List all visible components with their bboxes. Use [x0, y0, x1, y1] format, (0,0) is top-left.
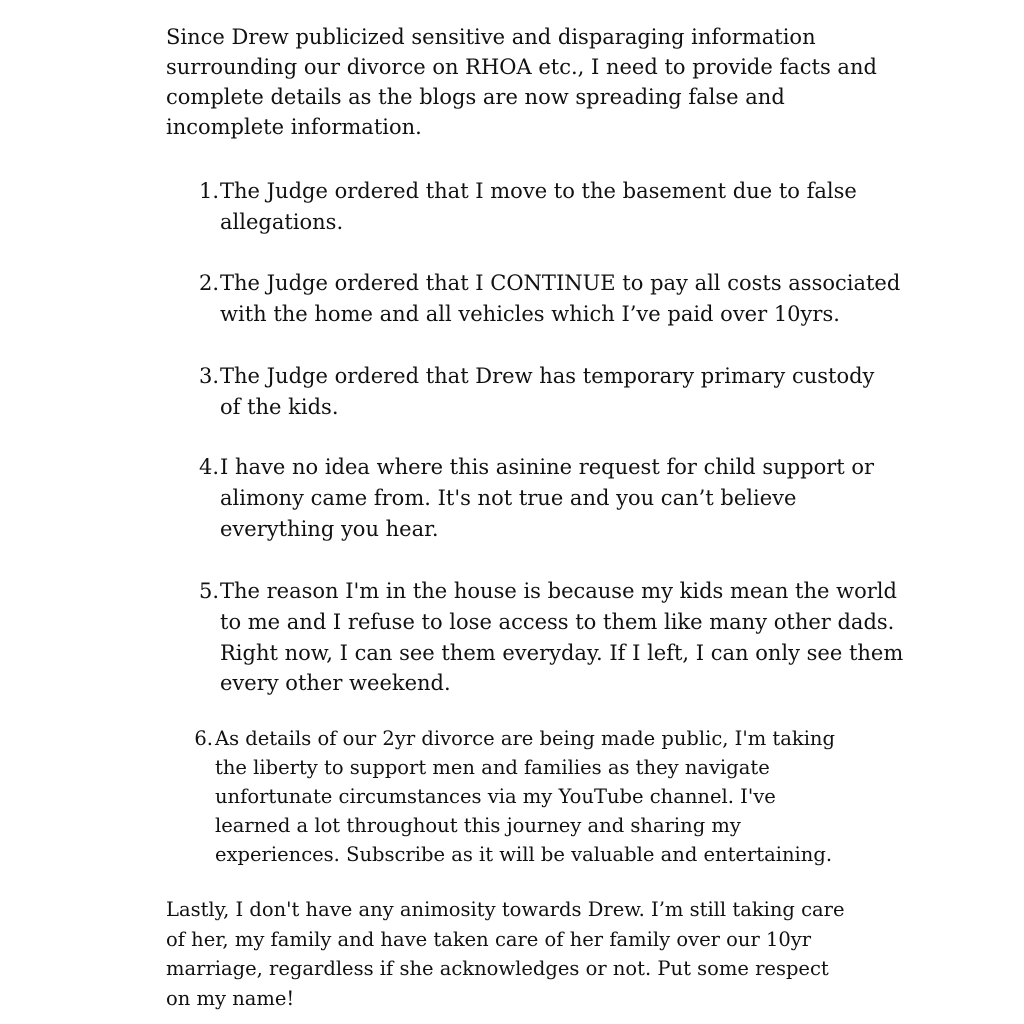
list-item-number: 6. — [194, 727, 213, 750]
list-item-text — [220, 176, 857, 238]
list-item-number: 3. — [198, 364, 219, 388]
intro-line: Since Drew publicized sensitive and disparaging information — [166, 25, 816, 49]
closing-line: marriage, regardless if she acknowledges or not. Put some respect — [166, 957, 829, 980]
list-item-line: the liberty to support men and families as they navigate — [215, 756, 770, 779]
list-item-line: I have no idea where this asinine request for child support or — [220, 455, 875, 479]
list-item-line: to me and I refuse to lose access to them like many other dads. — [220, 609, 895, 634]
list-item-text — [220, 576, 903, 699]
intro-line: incomplete information. — [166, 115, 422, 139]
list-item-line: with the home and all vehicles which I’ve paid over 10yrs. — [220, 301, 840, 326]
list-item-line: experiences. Subscribe as it will be valuable and entertaining. — [215, 843, 833, 866]
closing-line: Lastly, I don't have any animosity towards Drew. I’m still taking care — [166, 898, 845, 921]
closing-paragraph — [166, 895, 845, 1013]
closing-line: of her, my family and have taken care of her family over our 10yr — [166, 927, 812, 951]
list-item-line: The Judge ordered that Drew has temporary primary custody — [220, 364, 875, 388]
closing-line: on my name! — [166, 986, 295, 1010]
intro-paragraph — [166, 22, 877, 142]
list-item-line: of the kids. — [220, 394, 339, 419]
list-item-text — [220, 268, 900, 330]
list-item-text — [220, 361, 874, 423]
list-item-text — [215, 724, 835, 869]
list-item-line: learned a lot throughout this journey and sharing my — [215, 814, 741, 837]
intro-line: surrounding our divorce on RHOA etc., I need to provide facts and — [166, 55, 877, 79]
list-item-line: everything you hear. — [220, 516, 439, 541]
list-item-number: 2. — [198, 271, 219, 295]
list-item-line: The Judge ordered that I move to the basement due to false — [220, 179, 857, 203]
list-item-line: The reason I'm in the house is because my kids mean the world — [220, 579, 897, 603]
list-item-number: 1. — [198, 179, 219, 203]
intro-line: complete details as the blogs are now spreading false and — [166, 85, 785, 109]
list-item-number: 4. — [198, 455, 219, 479]
list-item-text — [220, 452, 874, 544]
list-item-line: The Judge ordered that I CONTINUE to pay all costs associated — [220, 271, 901, 295]
list-item-number: 5. — [198, 579, 219, 603]
list-item-line: alimony came from. It's not true and you can’t believe — [220, 485, 797, 510]
list-item-line: As details of our 2yr divorce are being made public, I'm taking — [215, 727, 835, 750]
list-item-line: unfortunate circumstances via my YouTube channel. I've — [215, 785, 776, 808]
list-item-line: allegations. — [220, 209, 344, 234]
list-item-line: every other weekend. — [220, 671, 451, 696]
list-item-line: Right now, I can see them everyday. If I left, I can only see them — [220, 640, 904, 665]
